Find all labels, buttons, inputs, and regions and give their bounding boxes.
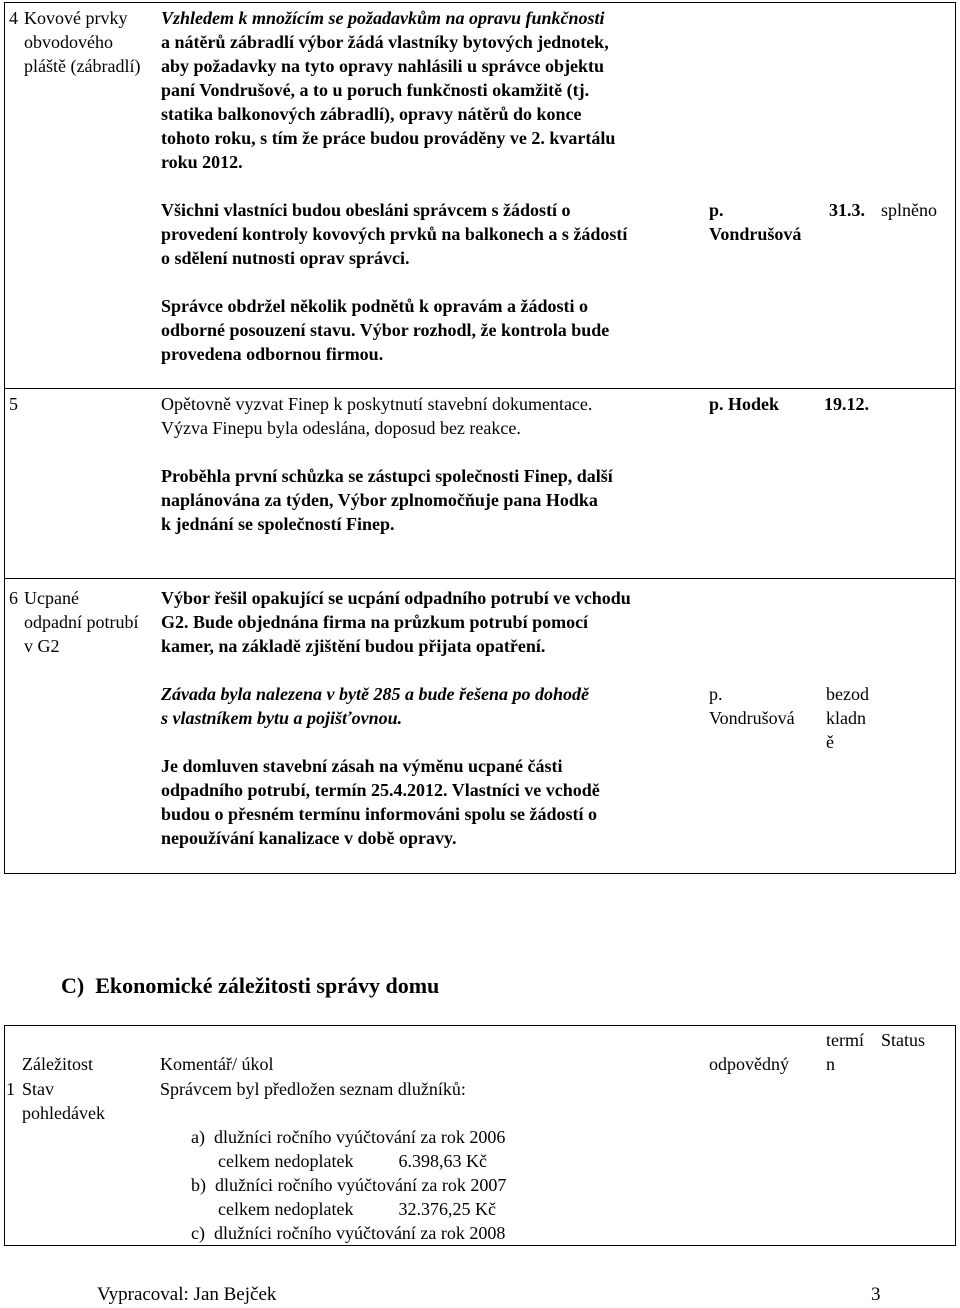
table-left-border — [4, 2, 5, 874]
table-right-border — [955, 1025, 956, 1246]
table-right-border — [955, 2, 956, 874]
page-number: 3 — [871, 1284, 881, 1305]
table-bottom-border — [4, 1245, 955, 1246]
table-bottom-border — [4, 873, 955, 874]
row-term: 19.12. — [824, 394, 869, 414]
column-header-responsible: odpovědný — [709, 1054, 789, 1074]
row-divider-5-6 — [4, 578, 955, 579]
column-header-status: Status — [881, 1030, 926, 1050]
row-number: 1 — [6, 1079, 15, 1099]
row-responsible: p. Hodek — [709, 394, 780, 414]
table-top-border — [4, 2, 955, 3]
row-status: splněno — [881, 200, 937, 220]
table-top-border — [4, 1025, 955, 1026]
row-number: 4 — [9, 8, 18, 28]
row-term: 31.3. — [829, 200, 865, 220]
section-heading: C) Ekonomické záležitosti správy domu — [61, 973, 440, 998]
column-header-subject: Záležitost — [22, 1054, 93, 1074]
row-divider-4-5 — [4, 388, 955, 389]
footer-author: Vypracoval: Jan Bejček — [97, 1284, 277, 1305]
column-header-comment: Komentář/ úkol — [160, 1054, 274, 1074]
row-number: 5 — [9, 394, 18, 414]
table-left-border — [4, 1025, 5, 1246]
row-number: 6 — [9, 588, 18, 608]
